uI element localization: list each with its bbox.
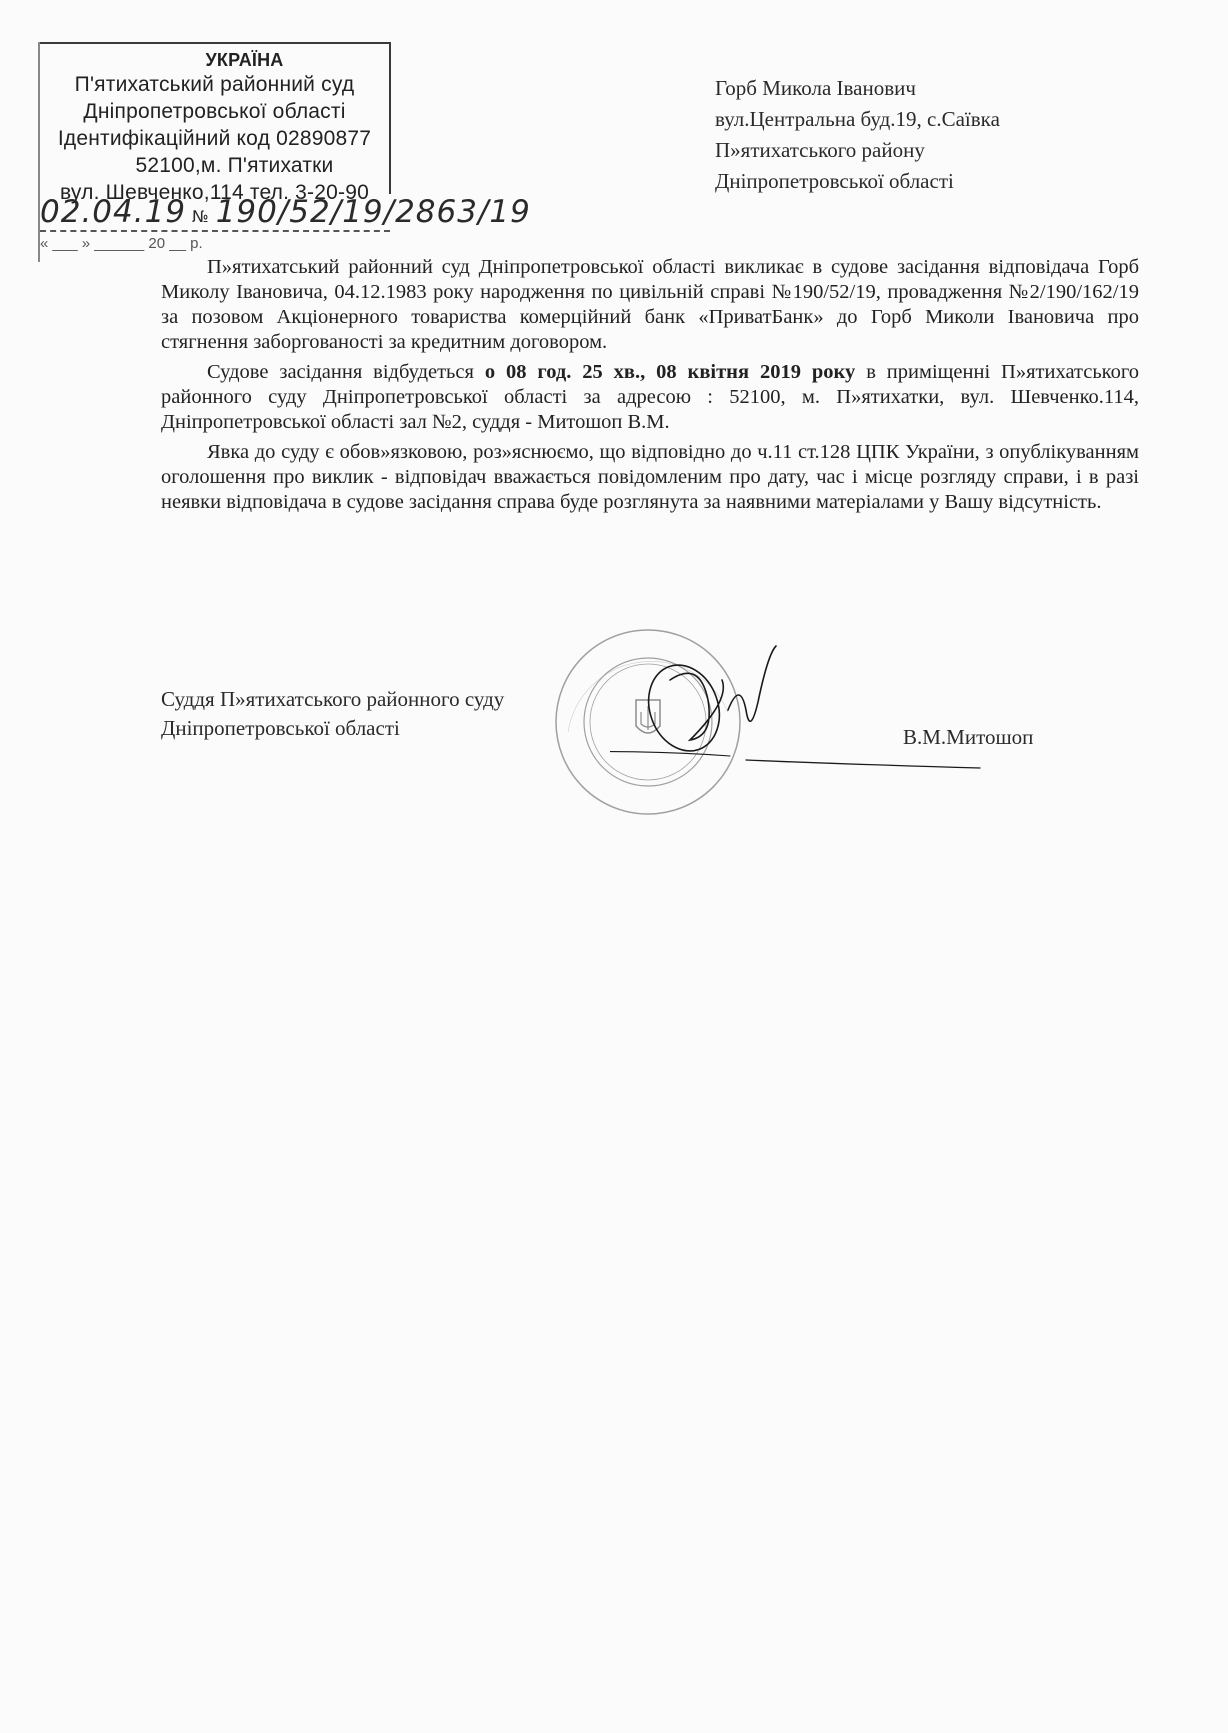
- addressee-name: Горб Микола Іванович: [715, 76, 916, 100]
- stamp-country: УКРАЇНА: [205, 50, 284, 70]
- paragraph-summons: П»ятихатський районний суд Дніпропетровської області викликає в судове засідання відповідача Горб Миколу Івановича, 04.12.1983 року народження по цивільній справі №190/52/19, провадження №2/190/162/19 за позовом Акціонерного товариства комерційний банк «ПриватБанк» до Горб Миколи Івановича про стягнення заборгованості за кредитним договором.: [161, 256, 1139, 353]
- stamp-registration-number: [40, 194, 531, 232]
- stamp-id-code: Ідентифікаційний код 02890877: [57, 127, 372, 150]
- stamp-region: Дніпропетровської області: [83, 100, 346, 123]
- stamp-city: 52100,м. П'ятихатки: [135, 154, 334, 177]
- court-registration-stamp: [38, 42, 391, 204]
- judge-title-block: [161, 685, 504, 743]
- stamp-reg-no-label: №: [192, 207, 210, 226]
- stamp-address: вул. Шевченко,114 тел. 3-20-90: [60, 181, 369, 204]
- addressee-block: [715, 73, 1000, 197]
- stamp-date-line: « ___ » ______ 20 __ р.: [40, 235, 203, 252]
- hearing-datetime: о 08 год. 25 хв., 08 квітня 2019 року: [484, 361, 856, 383]
- addressee-district: П»ятихатського району: [715, 138, 925, 162]
- paragraph-hearing: [161, 360, 1139, 435]
- stamp-reg-date: 02.04.19: [40, 194, 187, 230]
- judge-name: В.М.Митошоп: [903, 725, 1034, 749]
- stamp-reg-number: 190/52/19/2863/19: [215, 194, 531, 230]
- judge-title-line1: Суддя П»ятихатського районного суду: [161, 687, 505, 711]
- judge-title-line2: Дніпропетровської області: [161, 716, 400, 740]
- addressee-region: Дніпропетровської області: [715, 169, 954, 193]
- hearing-text-post: в приміщенні П»ятихатського районного суду Дніпропетровської області за адресою : 52100, м. П»ятихатки, вул. Шевченко.114, Дніпропетровської області зал №2, суддя - Митошоп В.М.: [161, 361, 1139, 433]
- addressee-street: вул.Центральна буд.19, с.Саївка: [715, 107, 1000, 131]
- hearing-text-pre: Судове засідання відбудеться: [207, 361, 485, 383]
- handwritten-signature: [610, 640, 990, 780]
- summons-body: [161, 255, 1139, 520]
- paragraph-attendance: Явка до суду є обов»язковою, роз»яснюємо, що відповідно до ч.11 ст.128 ЦПК України, з опублікуванням оголошення про виклик - відповідач вважається повідомленим про дату, час і місце розгляду справи, і в разі неявки відповідача в судове засідання справа буде розглянута за наявними матеріалами у Вашу відсутність.: [161, 441, 1139, 513]
- stamp-court-name: П'ятихатський районний суд: [74, 73, 355, 96]
